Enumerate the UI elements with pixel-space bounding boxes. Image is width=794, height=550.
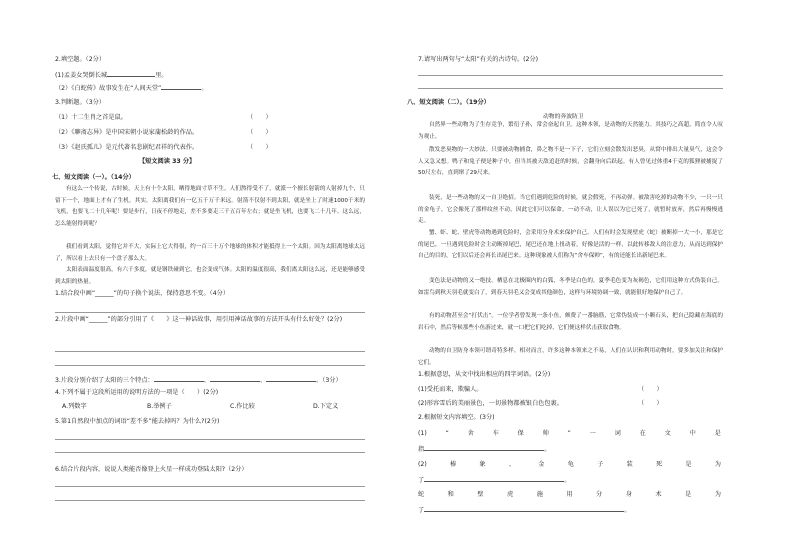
char-8: 词: [614, 430, 621, 437]
q2-item-1: (1)孟姜女哭倒长城 里。: [55, 72, 168, 79]
q2-item-2: （2）《白蛇传》故事发生在“人间天堂” 。: [55, 85, 208, 92]
char-9: 是: [685, 491, 692, 498]
reading2-paragraph-7: 动物的自卫防身本领可谓奇特多样。相对而言，许多这种本领来之不易，人们在认识和利用动物时，要多加关注和保护它们。: [418, 348, 723, 366]
r2-item-1-text: [418, 430, 721, 438]
char-8: 术: [655, 491, 662, 498]
answer-blank[interactable]: [424, 475, 564, 482]
char-5: 帅: [542, 430, 549, 437]
char-6: ”: [567, 430, 571, 437]
char-0: (2): [418, 461, 427, 468]
question-1: 1.结合段中画“______”的句子换个说法，保持意思不变。（4分）: [55, 290, 230, 297]
answer-paren[interactable]: （ ）: [247, 129, 272, 136]
reading2-paragraph-3: 装死，是一些动物的又一自卫绝招。当它们遇到危险的时候，就会假死，不再动弹。被敌害吃掉的动物不少，一只一只的金龟子，它会像死了那样纹丝不动，因此它们可以保命。一动不动，让人误以为它已死了，就暂时放弃，然后再慢慢逃走。: [418, 195, 723, 225]
r2-item-3-tail: 了 。: [418, 507, 631, 514]
r1-item-1: (1)受托而来，欺骗人。: [418, 386, 483, 393]
answer-blank[interactable]: [424, 444, 544, 451]
char-9: 在: [639, 430, 646, 437]
char-0: 蛇: [418, 491, 425, 498]
char-10: 文: [664, 430, 671, 437]
reading1-title: 七、短文阅读（一）。（14分）: [52, 174, 135, 181]
question-7: 7.请写出两句与“太阳”有关的古诗句。(2分): [418, 56, 539, 63]
answer-paren[interactable]: （ ）: [247, 144, 272, 151]
q3-title: 3.判断题。（3分）: [55, 99, 106, 106]
answer-line[interactable]: [55, 452, 365, 453]
answer-blank[interactable]: [107, 70, 155, 77]
answer-blank[interactable]: [161, 83, 201, 90]
char-0: (1): [418, 430, 427, 437]
reading2-title: 八、短文阅读（二）。（19分）: [407, 99, 490, 106]
question-2: 2.片段中画“______”的部分引用了《 》这一神话故事，用引用神话故事的方法开头有什么好处？(2分): [55, 316, 343, 323]
answer-line[interactable]: [55, 365, 365, 366]
char-4: 保: [517, 430, 524, 437]
char-2: 舍: [467, 430, 474, 437]
r2-item-2-text: [418, 461, 721, 469]
char-3: 虎: [507, 491, 514, 498]
char-4: 施: [536, 491, 543, 498]
reading1-paragraph-2: 我们看到太阳，觉得它并不大，实际上它大得很，约一百三十万个地球的体积才能抵得上一个太阳。因为太阳离地球太远了，所以看上去只有一个盘子那么大。: [55, 244, 365, 262]
char-1: “: [445, 430, 449, 437]
char-6: 分: [596, 491, 603, 498]
answer-line[interactable]: [55, 439, 365, 440]
reading2-paragraph-6: 有的动物甚至会“打伏击”。一位学者曾发现一条小鱼，颇费了一番脑筋，它常伪装成一小颗石头，把自己隐藏在海底的岩石中，然后等候那些小鱼游过来，就一口把它们吃掉，它们便这样伏击获取食物。: [418, 313, 723, 331]
char-10: 为: [714, 461, 721, 468]
q4-option-b[interactable]: B.举例子: [147, 403, 172, 410]
char-2: 壁: [477, 491, 484, 498]
char-12: 是: [714, 430, 721, 437]
q3-item-1: （1）十二生肖之首是鼠。: [55, 114, 127, 121]
answer-blank[interactable]: [154, 375, 204, 382]
char-2: 象: [479, 461, 486, 468]
char-5: 龟: [567, 461, 574, 468]
reading1-paragraph-3: 太阳表面温度很高，有六千多度，就是钢铁碰到它，也会变成气体。太阳的温度很高，我们离太阳这么远，还是能够感受到太阳的热量。: [55, 267, 365, 285]
reading1-paragraph-1: 有这么一个传说，古时候，天上有十个太阳，晒得地面寸草不生。人们熬得受不了，就派一个擅长射箭的人射掉九个，只留下一个，地面上才有了生机。其实，太阳离我们有一亿五千万千米远。射箭不仅射不到太阳，就是坐上了时速1000千米的飞机，也要飞二十几年呢！要是步行，日夜不停地走，差不多要走三千五百年左右；就是坐飞机，也要飞二十几年。这么远，怎么能射得到呢？: [55, 186, 365, 227]
q3-item-2: （2）《聊斋志异》是中国宋朝小说家蒲松龄的作品。: [55, 129, 199, 136]
article-title: 动物的奔波防卫: [543, 114, 584, 120]
q3-item-3: （3）《赵氏孤儿》是元代著名悲剧纪君祥的代表作。: [55, 144, 199, 151]
answer-paren[interactable]: （ ）: [638, 386, 663, 393]
answer-paren[interactable]: （ ）: [247, 114, 272, 121]
r2-item-2-tail: 了 。: [418, 477, 571, 484]
question-4: 4.下列不属于这段所运用的说明方法的一项是（ ）(2分): [55, 389, 219, 396]
q4-option-a[interactable]: A.列数字: [62, 403, 87, 410]
answer-line[interactable]: [55, 500, 365, 501]
q4-option-c[interactable]: C.作比较: [230, 403, 255, 410]
question-5: 5.第1自然段中加点的词语“差不多”能去掉吗？为什么?(2分): [55, 418, 220, 425]
char-11: 中: [689, 430, 696, 437]
answer-paren[interactable]: （ ）: [638, 400, 663, 407]
char-8: 死: [655, 461, 663, 468]
char-7: 装: [626, 461, 633, 468]
question-r2: 2.根据短文内容填空。(3分): [418, 414, 495, 421]
char-7: 身: [625, 491, 632, 498]
char-6: 子: [597, 461, 604, 468]
answer-line[interactable]: [55, 312, 365, 313]
question-r1: 1.根据意思，从文中找出相应的四字词语。(2分): [418, 371, 551, 378]
answer-blank[interactable]: [424, 505, 624, 512]
answer-blank[interactable]: [210, 375, 260, 382]
answer-line[interactable]: [55, 351, 365, 352]
answer-line[interactable]: [418, 88, 723, 89]
char-9: 是: [685, 461, 692, 468]
char-4: 金: [538, 461, 545, 468]
char-7: 一: [589, 430, 596, 437]
q4-option-d[interactable]: D.下定义: [313, 403, 339, 410]
char-1: 和: [447, 491, 454, 498]
r1-item-2: (2)形容雪后的美丽景色，一切景物都被银白色包裹。: [418, 400, 563, 407]
question-6: 6.结合片段内容，说说人类能否像登上火星一样成功登陆太阳?（2分）: [55, 466, 248, 473]
char-5: 用: [566, 491, 573, 498]
answer-line[interactable]: [55, 486, 365, 487]
section-title: 【短文阅读 33 分】: [139, 158, 196, 165]
char-1: 椿: [450, 461, 457, 468]
question-3: 3.片段分别介绍了太阳的三个特点： 、 、 。（3分）: [55, 377, 342, 384]
reading2-paragraph-2: 散发恶臭物的一大妙法。只要被动物捕食，鼻之物不是一下子，它们立刻会散发出恶臭，从窝中排出大量臭气，这会令人又急又想。鸭子和兔子便是种子中，但当其被天敌追赶的时候，会翻身向后跃起。有人曾见过体重4千克的狐狸被捕捉了50尺左右，直到窜了29尺来。: [418, 147, 723, 177]
reading2-paragraph-4: 蟹、虾、蛇、壁虎等动物遇到危险时，会采用分身术来保护自己。人们有时会发现壁虎（蛇）被断掉一大一小，那是它的尾巴，一旦遇到危险时会主动断掉尾巴，尾巴还在地上扭动着，好像是活的一样，以此转移敌人的注意力，从而达到保护自己的目的，它们以后还会再长出尾巴来。这种现象被人们称为“舍车保帅”，有的还能长出新尾巴来。: [418, 230, 723, 260]
r2-item-1-tail: 指 。: [418, 446, 551, 453]
answer-blank[interactable]: [266, 375, 316, 382]
char-3: 车: [492, 430, 499, 437]
answer-line[interactable]: [418, 75, 723, 76]
char-3: 、: [508, 461, 516, 468]
reading2-paragraph-1: 自然界一些动物为了生存竞争，繁衍子孙，常会奋起自卫。这种本领，是动物的天然能力。其技巧之高超，简直令人叹为观止。: [418, 122, 723, 140]
q2-title: 2.填空题。（2分）: [55, 56, 106, 63]
char-10: 为: [714, 491, 721, 498]
reading2-paragraph-5: 变色法是动物的又一绝技。栖息在北极圈内的白狐，冬季是白色的，夏季毛色变为灰褐色，它们用这种方式伪装自己。如雷鸟到秋天羽毛就变白了，到春天羽毛又会变成其他颜色，这样与环境协调一致，就能很好地保护自己了。: [418, 278, 723, 296]
r2-item-3-text: [418, 491, 721, 499]
